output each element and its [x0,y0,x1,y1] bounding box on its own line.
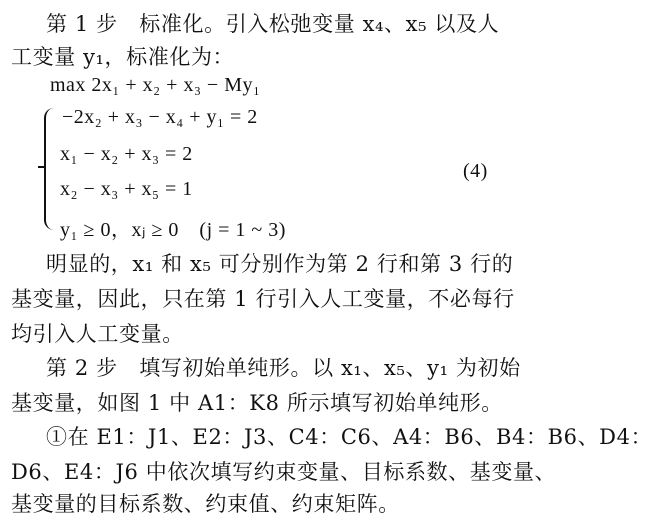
step2-line2: 基变量，如图 1 中 A1：K8 所示填写初始单纯形。 [11,391,503,415]
constraint-2: x₁ − x₂ + x₃ = 2 [60,143,193,165]
constraint-3: x₂ − x₃ + x₅ = 1 [60,178,193,200]
constraint-brace [44,108,56,230]
paragraph-line3: 均引入人工变量。 [11,322,184,346]
step1-line1: 第 1 步 标准化。引入松弛变量 x₄、x₅ 以及人 [46,12,500,36]
equation-number: (4) [463,160,488,182]
paragraph-line1: 明显的，x₁ 和 x₅ 可分别作为第 2 行和第 3 行的 [46,252,514,276]
paragraph-line2: 基变量，因此，只在第 1 行引入人工变量，不必每行 [11,287,515,311]
step2-item1-line1: ①在 E1：J1、E2：J3、C4：C6、A4：B6、B4：B6、D4： [46,425,652,449]
step2-item1-line3: 基变量的目标系数、约束值、约束矩阵。 [11,492,400,516]
step2-item1-line2: D6、E4：J6 中依次填写约束变量、目标系数、基变量、 [11,460,557,484]
step2-line1: 第 2 步 填写初始单纯形。以 x₁、x₅、y₁ 为初始 [46,356,521,380]
constraint-1: −2x₂ + x₃ − x₄ + y₁ = 2 [62,106,258,128]
constraint-4: y₁ ≥ 0，xⱼ ≥ 0 (j = 1 ~ 3) [60,219,286,241]
step1-line2: 工变量 y₁，标准化为： [11,45,235,69]
objective-function: max 2x₁ + x₂ + x₃ − My₁ [50,74,261,96]
